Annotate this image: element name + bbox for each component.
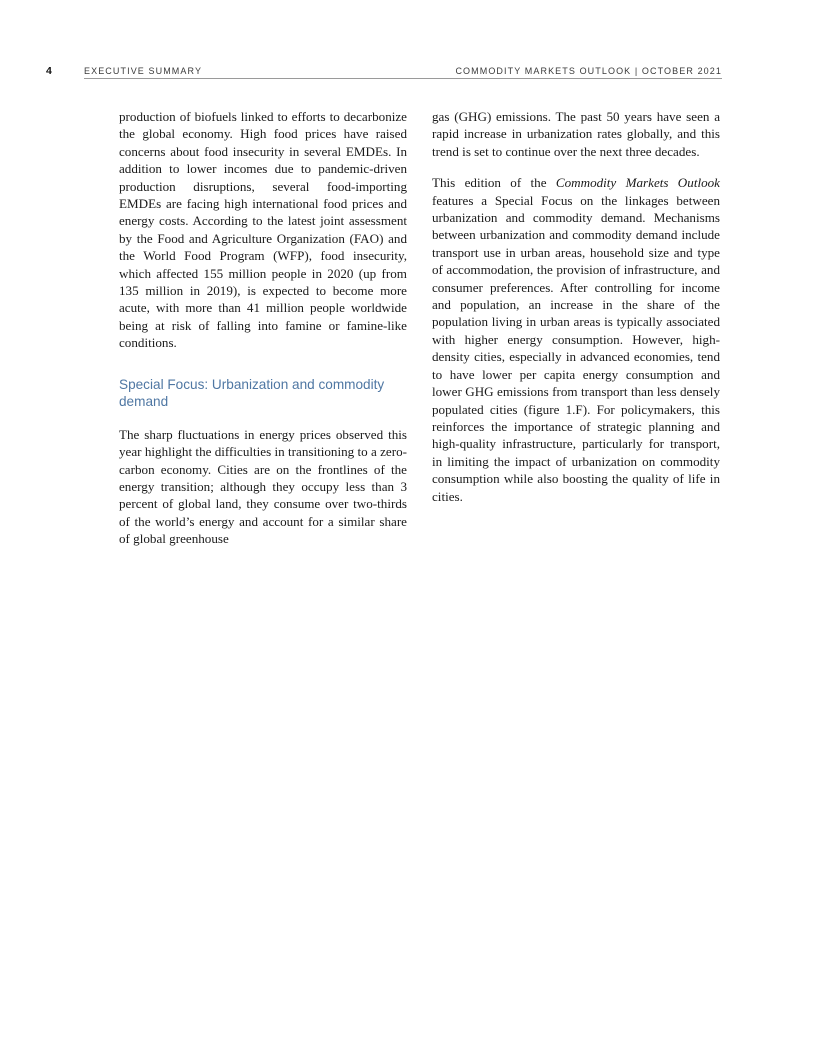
page-header [34,63,722,79]
right-paragraph-1: gas (GHG) emissions. The past 50 years have seen a rapid increase in urbanization rates globally, and this trend is set to continue over the next three decades. [432,109,720,159]
right-column [432,108,720,519]
page-number: 4 [46,65,52,77]
right-paragraph-2-rest: features a Special Focus on the linkages between urbanization and commodity demand. Mechanisms between urbanization and commodity demand include transport use in urban areas, household size and type of accommodation, the provision of infrastructure, and consumer preferences. After controlling for income and population, an increase in the share of the population living in urban areas is typically associated with higher energy consumption. However, high-density cities, especially in advanced economies, tend to have lower per capita energy consumption and lower GHG emissions from transport than less densely populated cities (figure 1.F). For policymakers, this reinforces the importance of strategic planning and high-quality infrastructure, particularly for transport, in limiting the impact of urbanization on commodity consumption while also boosting the quality of life in cities. [432,192,720,504]
left-paragraph-1: production of biofuels linked to efforts to decarbonize the global economy. High food prices have raised concerns about food insecurity in several EMDEs. In addition to lower incomes due to pandemic-driven production disruptions, several food-importing EMDEs are facing high international food prices and energy costs. According to the latest joint assessment by the Food and Agriculture Organization (FAO) and the World Food Program (WFP), food insecurity, which affected 155 million people in 2020 (up from 135 million in 2019), is expected to become more acute, with more than 41 million people worldwide being at risk of falling into famine or famine-like conditions. [119,109,407,351]
right-paragraph-2-start: This edition of the [432,175,556,191]
special-focus-heading: Special Focus: Urbanization and commodity demand [119,376,385,410]
publication-title-italic: Commodity Markets Outlook [555,175,720,191]
section-name: EXECUTIVE SUMMARY [84,66,203,76]
header-rule [84,78,722,79]
right-paragraph-2 [432,174,720,505]
left-column [119,108,407,562]
publication-title: COMMODITY MARKETS OUTLOOK | OCTOBER 2021 [455,66,722,76]
left-paragraph-2: The sharp fluctuations in energy prices observed this year highlight the difficulties in transitioning to a zero-carbon economy. Cities are on the frontlines of the energy transition; although they occupy less than 3 percent of global land, they consume over two-thirds of the world’s energy and account for a similar share of global greenhouse [119,426,407,547]
